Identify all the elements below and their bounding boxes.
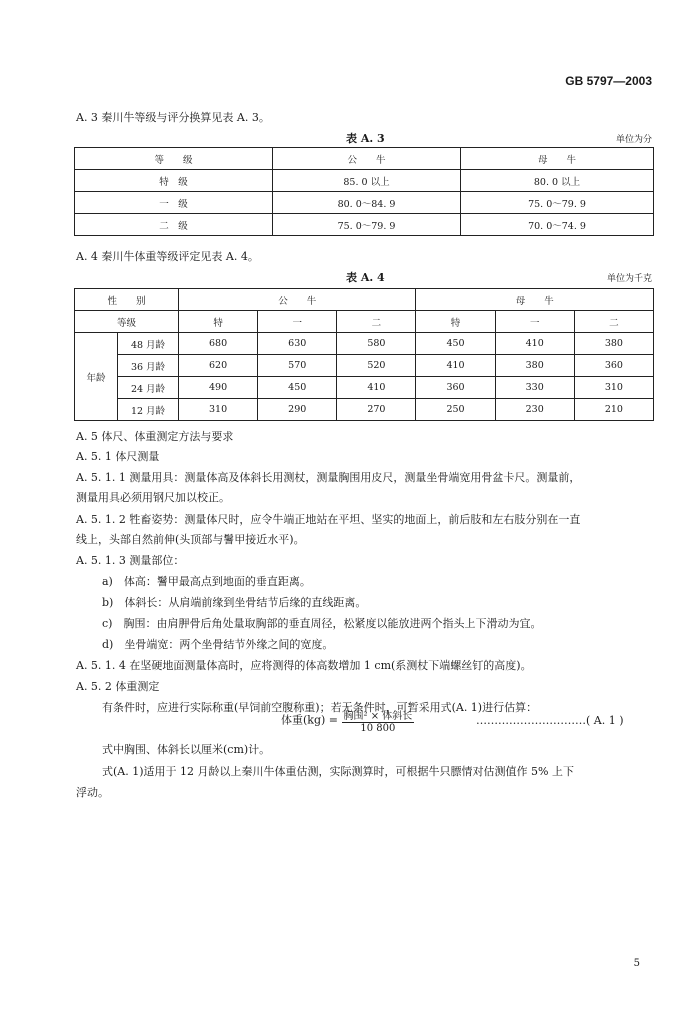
table-cell: 380 (495, 355, 574, 377)
table-cell: 680 (179, 333, 258, 355)
section-a5-heading: A. 5 体尺、体重测定方法与要求 (76, 430, 234, 443)
header-cell: 母 牛 (416, 289, 654, 311)
table-cell: 450 (416, 333, 495, 355)
table-cell: 410 (495, 333, 574, 355)
section-a52-heading: A. 5. 2 体重测定 (76, 680, 160, 693)
header-cell: 一 (258, 311, 337, 333)
table-cell: 410 (337, 377, 416, 399)
para-label: A. 5. 1. 2 (76, 513, 126, 526)
table-cell: 410 (416, 355, 495, 377)
table-cell: 360 (416, 377, 495, 399)
para-a514 (76, 657, 532, 673)
table-header-row (75, 148, 654, 170)
header-cell: 二 (574, 311, 653, 333)
table-cell: 310 (179, 399, 258, 421)
table-row (75, 333, 654, 355)
header-cell: 特 (416, 311, 495, 333)
section-a4-heading: A. 4 秦川牛体重等级评定见表 A. 4。 (76, 250, 259, 263)
table-cell: 360 (574, 355, 653, 377)
table-row (75, 399, 654, 421)
list-item: d) 坐骨端宽：两个坐骨结节外缘之间的宽度。 (102, 638, 334, 651)
header-cell: 性 别 (75, 289, 179, 311)
para-a511 (76, 469, 580, 485)
table-row (75, 355, 654, 377)
table-row (75, 214, 654, 236)
header-cell: 二 (337, 311, 416, 333)
para-a512 (76, 511, 580, 527)
table-cell: 230 (495, 399, 574, 421)
header-cell: 等 级 (75, 148, 273, 170)
table-cell: 75. 0～79. 9 (461, 192, 654, 214)
table-cell: 580 (337, 333, 416, 355)
para-a513: A. 5. 1. 3 测量部位： (76, 554, 185, 567)
para-formula-usage: 式(A. 1)适用于 12 月龄以上秦川牛体重估测，实际测算时，可根据牛只膘情对估测值作 5% 上下 (102, 765, 574, 778)
section-a3-heading: A. 3 秦川牛等级与评分换算见表 A. 3。 (76, 111, 270, 124)
para-formula-note: 式中胸围、体斜长以厘米(cm)计。 (102, 743, 271, 756)
table-cell: 85. 0 以上 (273, 170, 461, 192)
list-item: b) 体斜长：从肩端前缘到坐骨结节后缘的直线距离。 (102, 596, 367, 609)
table-row (75, 377, 654, 399)
formula-lhs: 体重(kg) = (281, 713, 339, 727)
table-cell: 一 级 (75, 192, 273, 214)
table-cell: 570 (258, 355, 337, 377)
table-cell: 36 月龄 (118, 355, 179, 377)
table-cell: 620 (179, 355, 258, 377)
formula-fraction (342, 707, 415, 734)
table-header-row (75, 311, 654, 333)
table-a3-caption: 表 A. 3 (346, 132, 385, 145)
table-row (75, 170, 654, 192)
formula-numerator: 胸围² × 体斜长 (342, 707, 415, 723)
para-text: 牲畜姿势：测量体尺时，应令牛端正地站在平坦、坚实的地面上，前后肢和左右肢分别在一直 (129, 513, 581, 526)
standard-number: GB 5797—2003 (565, 74, 652, 88)
header-cell: 公 牛 (179, 289, 416, 311)
table-cell: 290 (258, 399, 337, 421)
table-cell: 310 (574, 377, 653, 399)
page-number: 5 (633, 958, 640, 969)
table-cell: 330 (495, 377, 574, 399)
table-a3 (74, 147, 654, 236)
formula-a1 (281, 707, 414, 734)
table-a4 (74, 288, 654, 421)
table-a4-caption: 表 A. 4 (346, 271, 385, 284)
table-cell: 80. 0～84. 9 (273, 192, 461, 214)
header-cell: 母 牛 (461, 148, 654, 170)
table-cell: 80. 0 以上 (461, 170, 654, 192)
table-cell: 二 级 (75, 214, 273, 236)
table-cell: 450 (258, 377, 337, 399)
header-cell: 一 (495, 311, 574, 333)
table-row (75, 192, 654, 214)
table-cell: 210 (574, 399, 653, 421)
para-a52: 有条件时，应进行实际称重(早饲前空腹称重)；若无条件时，可暂采用式(A. 1)进行估算： (102, 701, 538, 714)
para-label: A. 5. 1. 1 (76, 471, 126, 484)
para-a511-cont: 测量用具必须用钢尺加以校正。 (76, 491, 230, 504)
para-formula-usage-cont: 浮动。 (76, 786, 109, 799)
header-cell: 等级 (75, 311, 179, 333)
table-cell: 490 (179, 377, 258, 399)
table-header-row (75, 289, 654, 311)
table-cell: 380 (574, 333, 653, 355)
header-cell: 特 (179, 311, 258, 333)
table-cell: 250 (416, 399, 495, 421)
table-a4-unit: 单位为千克 (606, 274, 652, 284)
list-item: a) 体高：鬐甲最高点到地面的垂直距离。 (102, 575, 311, 588)
table-cell: 24 月龄 (118, 377, 179, 399)
table-cell: 75. 0～79. 9 (273, 214, 461, 236)
table-cell: 70. 0～74. 9 (461, 214, 654, 236)
table-cell: 12 月龄 (118, 399, 179, 421)
header-cell: 公 牛 (273, 148, 461, 170)
table-cell: 270 (337, 399, 416, 421)
formula-denominator: 10 800 (360, 723, 396, 734)
table-cell: 520 (337, 355, 416, 377)
section-a51-heading: A. 5. 1 体尺测量 (76, 450, 160, 463)
table-a3-unit: 单位为分 (615, 135, 652, 145)
formula-reference: …………………………( A. 1 ) (476, 714, 624, 727)
row-group-label: 年龄 (75, 333, 118, 421)
para-text: 测量用具：测量体高及体斜长用测杖，测量胸围用皮尺，测量坐骨端宽用骨盆卡尺。测量前， (129, 471, 581, 484)
table-cell: 630 (258, 333, 337, 355)
table-cell: 48 月龄 (118, 333, 179, 355)
para-a512-cont: 线上，头部自然前伸(头顶部与鬐甲接近水平)。 (76, 533, 305, 546)
table-cell: 特 级 (75, 170, 273, 192)
list-item: c) 胸围：由肩胛骨后角处量取胸部的垂直周径，松紧度以能放进两个指头上下滑动为宜。 (102, 617, 542, 630)
para-label: A. 5. 1. 4 (76, 659, 126, 672)
para-text: 在坚硬地面测量体高时，应将测得的体高数增加 1 cm(系测杖下端螺丝钉的高度)。 (129, 659, 532, 672)
